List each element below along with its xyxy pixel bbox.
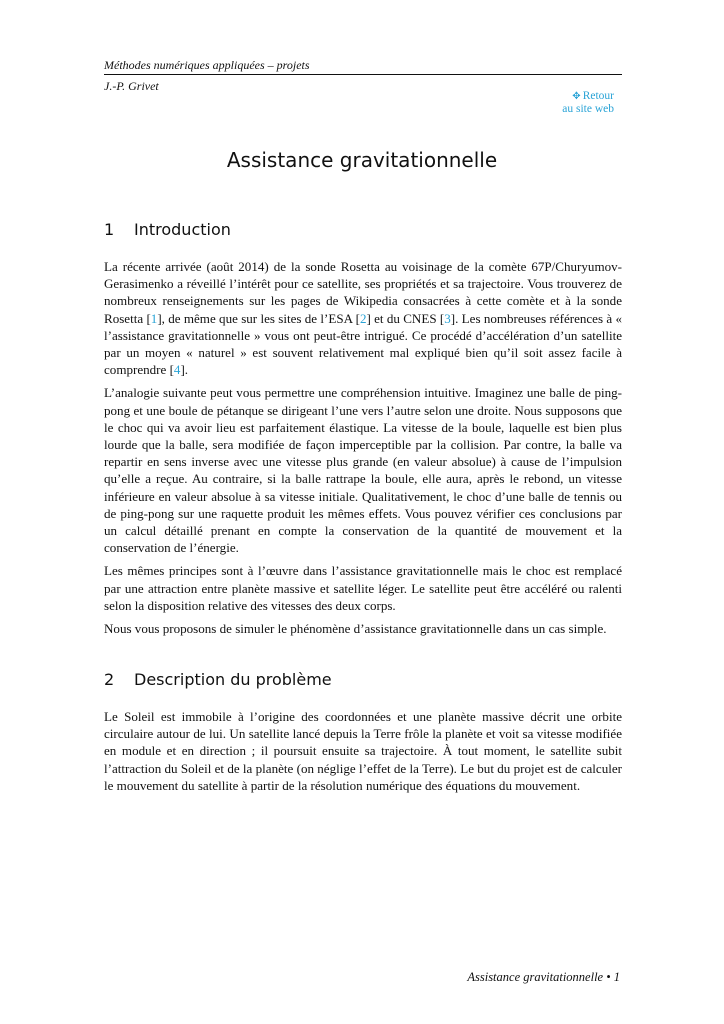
back-to-website-link[interactable] bbox=[540, 90, 614, 116]
section-title: Description du problème bbox=[134, 670, 332, 689]
citation-link-4[interactable]: 4 bbox=[173, 362, 181, 378]
paragraph bbox=[104, 258, 622, 378]
section-title: Introduction bbox=[134, 220, 231, 239]
text-run: ]. Les nombreuses références à « l’assistance gravitationnelle » vous ont peut-être intrigué. Ce procédé d’accélération d’un satellite par un moyen « naturel » est souvent relativement mal expliqué bien qu’il soit assez facile à comprendre [ bbox=[104, 310, 622, 378]
paragraph: L’analogie suivante peut vous permettre une compréhension intuitive. Imaginez une balle de ping-pong et une boule de pétanque se dirigeant l’une vers l’autre selon une droite. Nous supposons que le choc qui va avoir lieu est parfaitement élastique. La vitesse de la boule, laquelle est bien plus lourde que la balle, sera modifiée de façon imperceptible par la collision. Par contre, la balle va repartir en sens inverse avec une vitesse plus grande (en valeur absolue) à cause de l’impulsion qu’elle a reçue. Au contraire, si la balle rattrape la boule, elle aura, après le rebond, un vitesse inférieure en valeur absolue à sa vitesse initiale. Qualitativement, le choc d’une balle de tennis ou de ping-pong sur une raquette produit les mêmes effets. Vous pouvez vérifier ces conclusions par un calcul détaillé prenant en compte la conservation de la quantité de mouvement et la conservation de l’énergie. bbox=[104, 385, 622, 556]
document-title: Assistance gravitationnelle bbox=[226, 148, 498, 172]
citation-link-2[interactable]: 2 bbox=[359, 310, 367, 326]
text-run: La récente arrivée (août 2014) de la sonde Rosetta au voisinage de la comète 67P/Churyumov-Gerasimenko a réveillé l’intérêt pour ce satellite, ses propriétés et sa trajectoire. Vous trouverez de nombreux renseignements sur les pages de Wikipedia consacrées à cette comète et à la sonde Rosetta [ bbox=[104, 259, 622, 326]
section-heading-introduction bbox=[104, 220, 231, 239]
running-header-course: Méthodes numériques appliquées – projets bbox=[104, 58, 310, 72]
running-header-author: J.-P. Grivet bbox=[104, 79, 159, 93]
paragraph: Les mêmes principes sont à l’œuvre dans l’assistance gravitationnelle mais le choc est remplacé par une attraction entre planète massive et satellite léger. Le satellite peut être accéléré ou ralenti selon la disposition relative des vitesses des deux corps. bbox=[104, 563, 622, 613]
page-footer bbox=[467, 970, 620, 985]
page-number: 1 bbox=[613, 970, 620, 984]
section-body-introduction bbox=[104, 258, 622, 643]
footer-title: Assistance gravitationnelle bbox=[467, 970, 604, 984]
text-run: ] et du CNES [ bbox=[366, 310, 445, 326]
section-body-description bbox=[104, 708, 622, 800]
paragraph: Le Soleil est immobile à l’origine des coordonnées et une planète massive décrit une orbite circulaire autour de lui. Un satellite lancé depuis la Terre frôle la planète et voit sa vitesse modifiée en module et en direction ; il poursuit ensuite sa trajectoire. À tout moment, le satellite subit l’attraction du Soleil et de la planète (on néglige l’effet de la Terre). Le but du projet est de calculer le mouvement du satellite à partir de la résolution numérique des équations du mouvement. bbox=[104, 709, 622, 793]
section-number: 2 bbox=[104, 670, 115, 689]
back-arrows-icon: ✥ bbox=[572, 91, 581, 102]
back-link-line1: Retour bbox=[582, 90, 614, 102]
text-run: ]. bbox=[180, 362, 189, 378]
section-heading-description bbox=[104, 670, 332, 689]
section-number: 1 bbox=[104, 220, 115, 239]
footer-bullet: • bbox=[606, 970, 611, 984]
citation-link-1[interactable]: 1 bbox=[150, 310, 158, 326]
back-link-line2: au site web bbox=[562, 103, 614, 115]
header-rule bbox=[104, 74, 622, 75]
paragraph: Nous vous proposons de simuler le phénomène d’assistance gravitationnelle dans un cas simple. bbox=[104, 621, 607, 637]
text-run: ], de même que sur les sites de l’ESA [ bbox=[157, 310, 360, 326]
citation-link-3[interactable]: 3 bbox=[444, 310, 451, 326]
